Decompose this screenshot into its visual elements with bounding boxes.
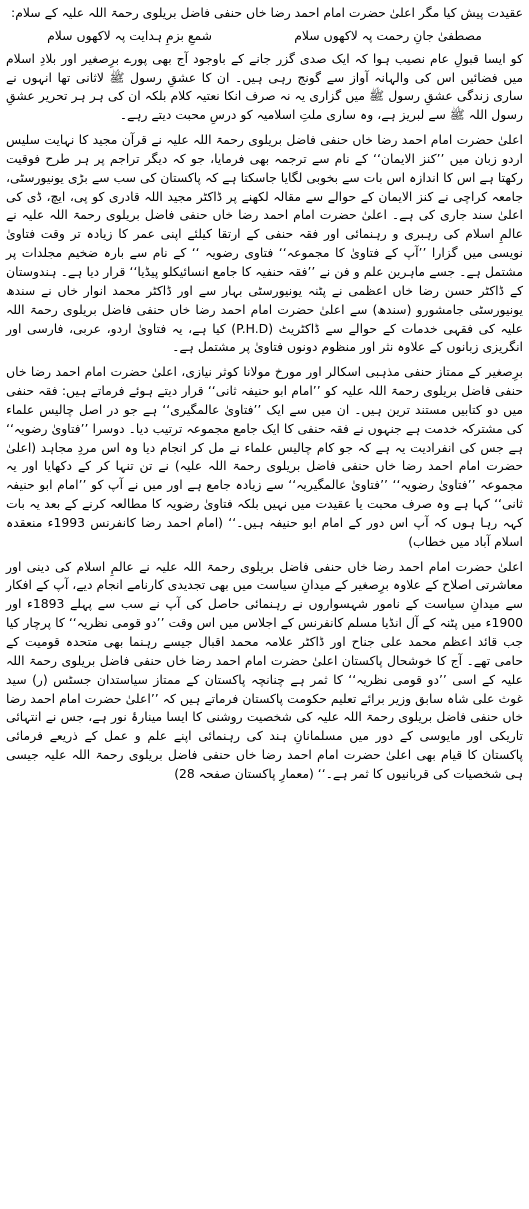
intro-line: عقیدت پیش کیا مگر اعلیٰ حضرت امام احمد رضا خاں حنفی فاضل بریلوی رحمۃ اللہ علیہ کے سلام: xyxy=(11,5,523,20)
couplet-verse-right: مصطفیٰ جانِ رحمت پہ لاکھوں سلام xyxy=(294,27,482,43)
salaam-couplet xyxy=(6,27,523,46)
paragraph-acceptance: کو ایسا قبولِ عام نصیب ہوا کہ ایک صدی گزر جانے کے باوجود آج بھی پورے برِصغیر اور بلادِ اسلام میں فضائیں اس کی والہانہ آواز سے گونج رہی ہیں۔ ان کا عشقِ رسول ﷺ لاثانی تھا انہوں نے ساری زندگی عشقِ رسول ﷺ میں گزاری یہ نہ صرف انکا نعتیہ کلام بلکہ ان کی ہر ہر تحریر عشقِ رسول اللہ ﷺ سے لبریز ہے، وہ ساری ملتِ اسلامیہ کو درسِ محبت دیتے رہے۔ xyxy=(6,50,523,123)
paragraph-two-nation-theory: اعلیٰ حضرت امام احمد رضا خاں حنفی فاضل بریلوی رحمۃ اللہ علیہ نے عالمِ اسلام کی دینی اور معاشرتی اصلاح کے علاوہ برِصغیر کے میدانِ سیاست میں بھی تجدیدی کارنامے انجام دیے، آپ کے افکار سے میدانِ سیاست کے نامور شہسواروں نے رہنمائی حاصل کی آپ نے سب سے پہلے 1893ء اور 1900ء میں پٹنہ کے آل انڈیا مسلم کانفرنس کے اجلاس میں اس وقت ’’دو قومی نظریہ‘‘ کا پرچار کیا جب قائد اعظم محمد علی جناح اور ڈاکٹر علامہ محمد اقبال جیسے رہنما بھی متحدہ قومیت کے حامی تھے۔ آج کا خوشحال پاکستان اعلیٰ حضرت امام احمد رضا خاں حنفی فاضل بریلوی رحمۃ اللہ علیہ کے اسی ’’دو قومی نظریہ‘‘ کا ثمر ہے چنانچہ پاکستان کے ممتاز سیاستدان جسٹس (ر) سید غوث علی شاہ سابق وزیر برائے تعلیم حکومت پاکستان فرماتے ہیں کہ ’’اعلیٰ حضرت امام احمد رضا خاں حنفی فاضل بریلوی رحمۃ اللہ علیہ کی شخصیت روشنی کا ایسا مینارۂ نور ہے، جس نے انتہائی تاریکی اور مایوسی کے دور میں مسلمانانِ ہند کی رہنمائی اپنے علم و عمل کے ذریعے فرمائی پاکستان کا قیام بھی اعلیٰ حضرت امام احمد رضا خاں حنفی فاضل بریلوی رحمۃ اللہ علیہ جیسی ہی شخصیات کی قربانیوں کا ثمر ہے۔‘‘ (معمارِ پاکستان صفحہ 28) xyxy=(6,558,523,781)
paragraph-fatawa-razawiyya: برِصغیر کے ممتاز حنفی مذہبی اسکالر اور مورخ مولانا کوثر نیازی، اعلیٰ حضرت امام احمد رضا خاں حنفی فاضل بریلوی رحمۃ اللہ علیہ کو ’’امام ابو حنیفہ ثانی‘‘ قرار دیتے ہوئے فرماتے ہیں: فقہ حنفی میں دو کتابیں مستند ترین ہیں۔ ان میں سے ایک ’’فتاویٰ عالمگیری‘‘ ہے جو در اصل چالیس علماء کی مشترکہ خدمت ہے جنہوں نے فقہ حنفی کا ایک جامع مجموعہ ترتیب دیا۔ دوسرا ’’فتاویٰ رضویہ‘‘ ہے جس کی انفرادیت یہ ہے کہ جو کام چالیس علماء نے مل کر انجام دیا وہ اس مردِ مجاہد (اعلیٰ حضرت امام احمد رضا خاں حنفی فاضل بریلوی رحمۃ اللہ علیہ) نے تن تنہا کر کے دکھایا اور یہ مجموعہ ’’فتاویٰ رضویہ‘‘ ’’فتاویٰ عالمگیریہ‘‘ سے زیادہ جامع ہے اور میں نے آپ کو ’’امام ابو حنیفہ ثانی‘‘ کہا ہے وہ صرف محبت یا عقیدت میں نہیں بلکہ فتاویٰ رضویہ کا مطالعہ کرنے کے بعد یہ بات کہہ رہا ہوں کہ آپ اس دور کے امام ابو حنیفہ ہیں۔‘‘ (امام احمد رضا کانفرنس 1993ء منعقدہ اسلام آباد میں خطاب) xyxy=(6,364,523,549)
couplet-verse-left: شمعِ بزمِ ہدایت پہ لاکھوں سلام xyxy=(47,27,213,43)
paragraph-kanz-ul-iman: اعلیٰ حضرت امام احمد رضا خاں حنفی فاضل بریلوی رحمۃ اللہ علیہ نے قرآن مجید کا نہایت سلیس اردو زبان میں ’’کنز الایمان‘‘ کے نام سے ترجمہ بھی فرمایا، جو کہ دیگر تراجم پر ہر طرح فوقیت رکھتا ہے اس کا اندازہ اس بات سے بخوبی لگایا جاسکتا ہے کہ پاکستان کی سب سے بڑی یونیورسٹی، جامعہ کراچی نے کنز الایمان کے حوالے سے مقالہ لکھنے پر ڈاکٹر مجید اللہ قادری کو پی، ایچ، ڈی کی اعلیٰ سند جاری کی ہے۔ اعلیٰ حضرت امام احمد رضا خاں حنفی فاضل بریلوی رحمۃ اللہ علیہ نے عالمِ اسلام کی رہبری و رہنمائی اور فقہ حنفی کے ارتقا کیلئے اپنی عمر کا زیادہ تر وقت فتاویٰ نویسی میں گزارا ’’آپ کے فتاویٰ کا مجموعہ‘‘ فتاوی رضویہ ‘‘ کے نام سے بارہ ضخیم مجلدات پر مشتمل ہے۔ جسے ماہرین علم و فن نے ’’فقہ حنفیہ کا جامع انسائیکلو پیڈیا‘‘ قرار دیا ہے۔ ہندوستان کے ڈاکٹر حسن رضا خاں اعظمی نے پٹنہ یونیورسٹی بہار سے اور ڈاکٹر محمد انوار خاں نے سندھ یونیورسٹی جامشورو (سندھ) سے اعلیٰ حضرت امام احمد رضا خاں حنفی فاضل بریلوی رحمۃ اللہ علیہ کی فقہی خدمات کے حوالے سے ڈاکٹریٹ (P.H.D) کیا ہے، یہ فتاویٰ اردو، عربی، فارسی اور انگریزی زبانوں کے علاوہ نثر اور منظوم دونوں فتاویٰ پر مشتمل ہے۔ xyxy=(6,132,523,355)
